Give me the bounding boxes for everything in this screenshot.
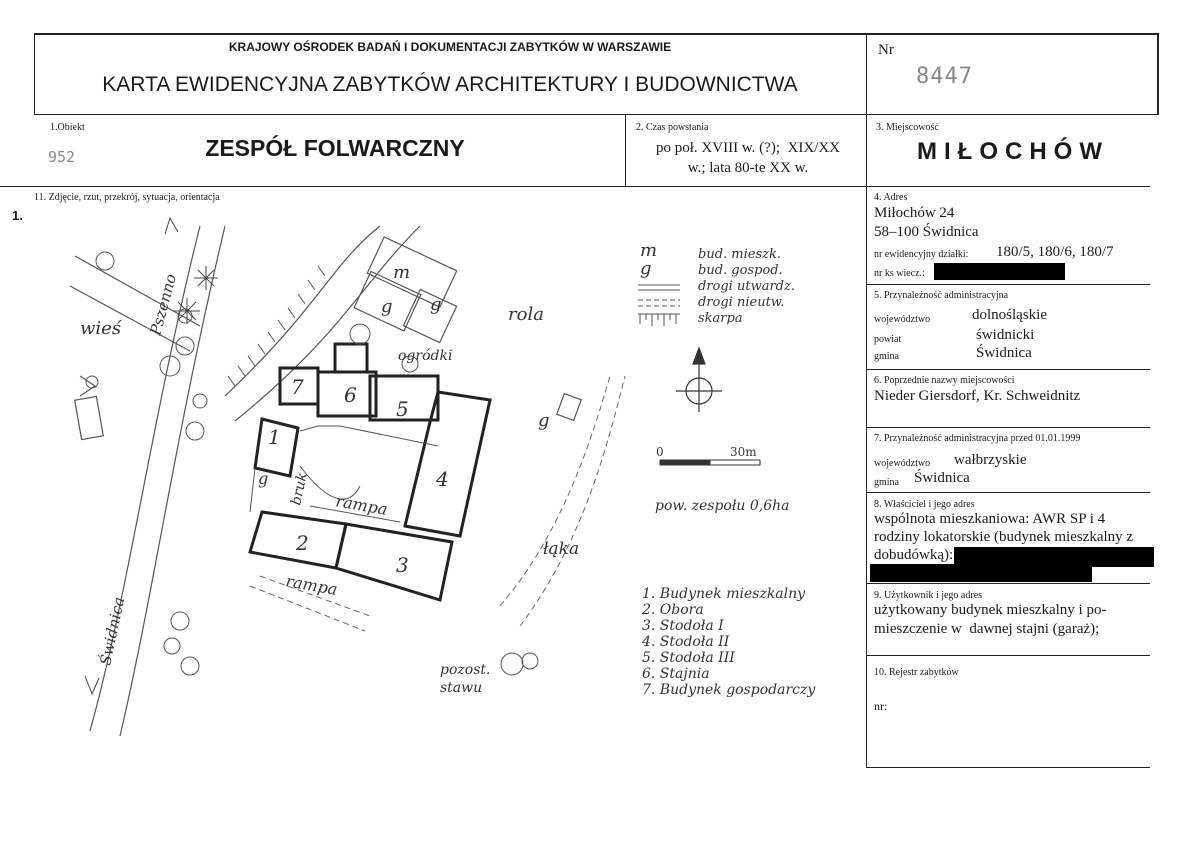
legend-m: m [640,240,658,261]
label-g-3: g [538,410,550,431]
rejestr-label: 10. Rejestr zabytków [874,667,959,678]
label-g-2: g [430,294,442,315]
label-ogrodki: ogródki [398,348,453,364]
legend-road1-text: drogi utwardz. [698,279,795,294]
zdjecie-label: 11. Zdjęcie, rzut, przekrój, sytuacja, orientacja [34,192,220,203]
przed1999-woj-label: województwo [874,458,931,469]
woj-value: dolnośląskie [972,307,1047,323]
label-g-4: g [258,469,269,488]
label-swidnica: Świdnica [96,595,129,667]
adres-line2: 58–100 Świdnica [874,224,979,240]
nr-handwritten-value: 8447 [916,64,973,89]
label-pszenno: Pszenno [146,271,181,338]
label-rampa-1: rampa [334,491,389,519]
przynaleznosc-label: 5. Przynależność administracyjna [874,290,1009,301]
label-rampa-2: rampa [284,571,339,599]
label-g-1: g [381,296,393,317]
wlasciciel-redaction-2 [870,564,1092,582]
uzytkownik-label: 9. Użytkownik i jego adres [874,590,983,601]
card-title: KARTA EWIDENCYJNA ZABYTKÓW ARCHITEKTURY I BUDOWNICTWA [102,73,798,96]
przed1999-label: 7. Przynależność administracyjna przed 01.01.1999 [874,433,1081,444]
label-m: m [393,262,411,283]
site-plan [0,186,866,746]
building-4: 4 [436,467,449,491]
wlasciciel-line3: dobudówką): [874,547,954,563]
woj-label: województwo [874,314,931,325]
powiat-label: powiat [874,334,902,345]
obiekt-label: 1.Obiekt [50,122,85,133]
gmina-label: gmina [874,351,899,362]
obiekt-hand-number: 952 [48,148,76,166]
przed1999-gmina-label: gmina [874,477,899,488]
adres-line1: Miłochów 24 [874,205,955,221]
powiat-value: świdnicki [976,327,1035,343]
label-bruk: bruk [288,471,311,507]
obiekt-value: ZESPÓŁ FOLWARCZNY [205,135,465,161]
scale-0: 0 [656,445,664,459]
building-2: 2 [296,531,309,555]
czas-line2: w.; lata 80-te XX w. [687,160,809,176]
dzialki-value: 180/5, 180/6, 180/7 [996,244,1114,260]
village-houses [75,376,104,440]
zdjecie-number: 1. [12,208,23,223]
legend-road2-text: drogi nieutw. [698,295,785,310]
list-item-3: 3. Stodoła I [642,618,724,634]
label-wies: wieś [80,318,122,339]
poprzednie-value: Nieder Giersdorf, Kr. Schweidnitz [874,388,1081,404]
wlasciciel-label: 8. Właściciel i jego adres [874,499,975,510]
label-pozost: pozost. [440,662,491,678]
list-item-2: 2. Obora [642,602,704,618]
miejscowosc-label: 3. Miejscowość [876,122,939,133]
legend-g-text: bud. gospod. [698,263,783,278]
label-laka: łąka [543,539,580,559]
list-item-1: 1. Budynek mieszkalny [642,586,806,602]
przed1999-gmina-value: Świdnica [914,470,970,486]
poprzednie-label: 6. Poprzednie nazwy miejscowości [874,375,1015,386]
wlasciciel-line1: wspólnota mieszkaniowa: AWR SP i 4 [874,511,1106,527]
upper-buildings [354,237,581,420]
uzytkownik-line1: użytkowany budynek mieszkalny i po- [874,602,1107,618]
farm-complex [250,344,490,600]
list-item-5: 5. Stodoła III [642,650,735,666]
label-rola: rola [508,304,544,325]
nr-label: Nr [878,42,894,58]
legend-g: g [640,258,652,279]
building-1: 1 [268,425,281,449]
miejscowosc-value: MIŁOCHÓW [917,138,1109,165]
scale-bar [660,460,760,465]
czas-label: 2. Czas powstania [636,122,709,133]
main-road [70,226,420,736]
north-arrow-icon [676,348,722,412]
label-stawu: stawu [440,680,483,696]
wlasciciel-line2: rodziny lokatorskie (budynek mieszkalny z [874,529,1134,545]
legend-slope-text: skarpa [698,311,743,326]
building-3: 3 [396,553,409,577]
ks-label: nr ks wiecz.: [874,268,925,279]
building-6: 6 [344,383,357,407]
building-5: 5 [396,397,409,421]
institution-name: KRAJOWY OŚRODEK BADAŃ I DOKUMENTACJI ZABYTKÓW W WARSZAWIE [228,40,672,54]
list-item-6: 6. Stajnia [642,666,710,682]
legend-m-text: bud. mieszk. [698,247,781,262]
rejestr-nr-label: nr: [874,699,888,713]
area-text: pow. zespołu 0,6ha [655,498,790,514]
czas-line1: po poł. XVIII w. (?); XIX/XX [656,140,840,156]
dzialki-label: nr ewidencyjny działki: [874,249,969,260]
building-7: 7 [291,375,304,399]
legend-slope-icon [638,314,680,326]
list-item-7: 7. Budynek gospodarczy [642,682,816,698]
ks-redaction [934,263,1065,280]
scale-30: 30m [730,445,757,459]
list-item-4: 4. Stodoła II [642,634,730,650]
przed1999-woj-value: wałbrzyskie [954,452,1027,468]
uzytkownik-line2: mieszczenie w dawnej stajni (garaż); [874,621,1100,637]
gmina-value: Świdnica [976,345,1032,361]
adres-label: 4. Adres [874,192,908,203]
